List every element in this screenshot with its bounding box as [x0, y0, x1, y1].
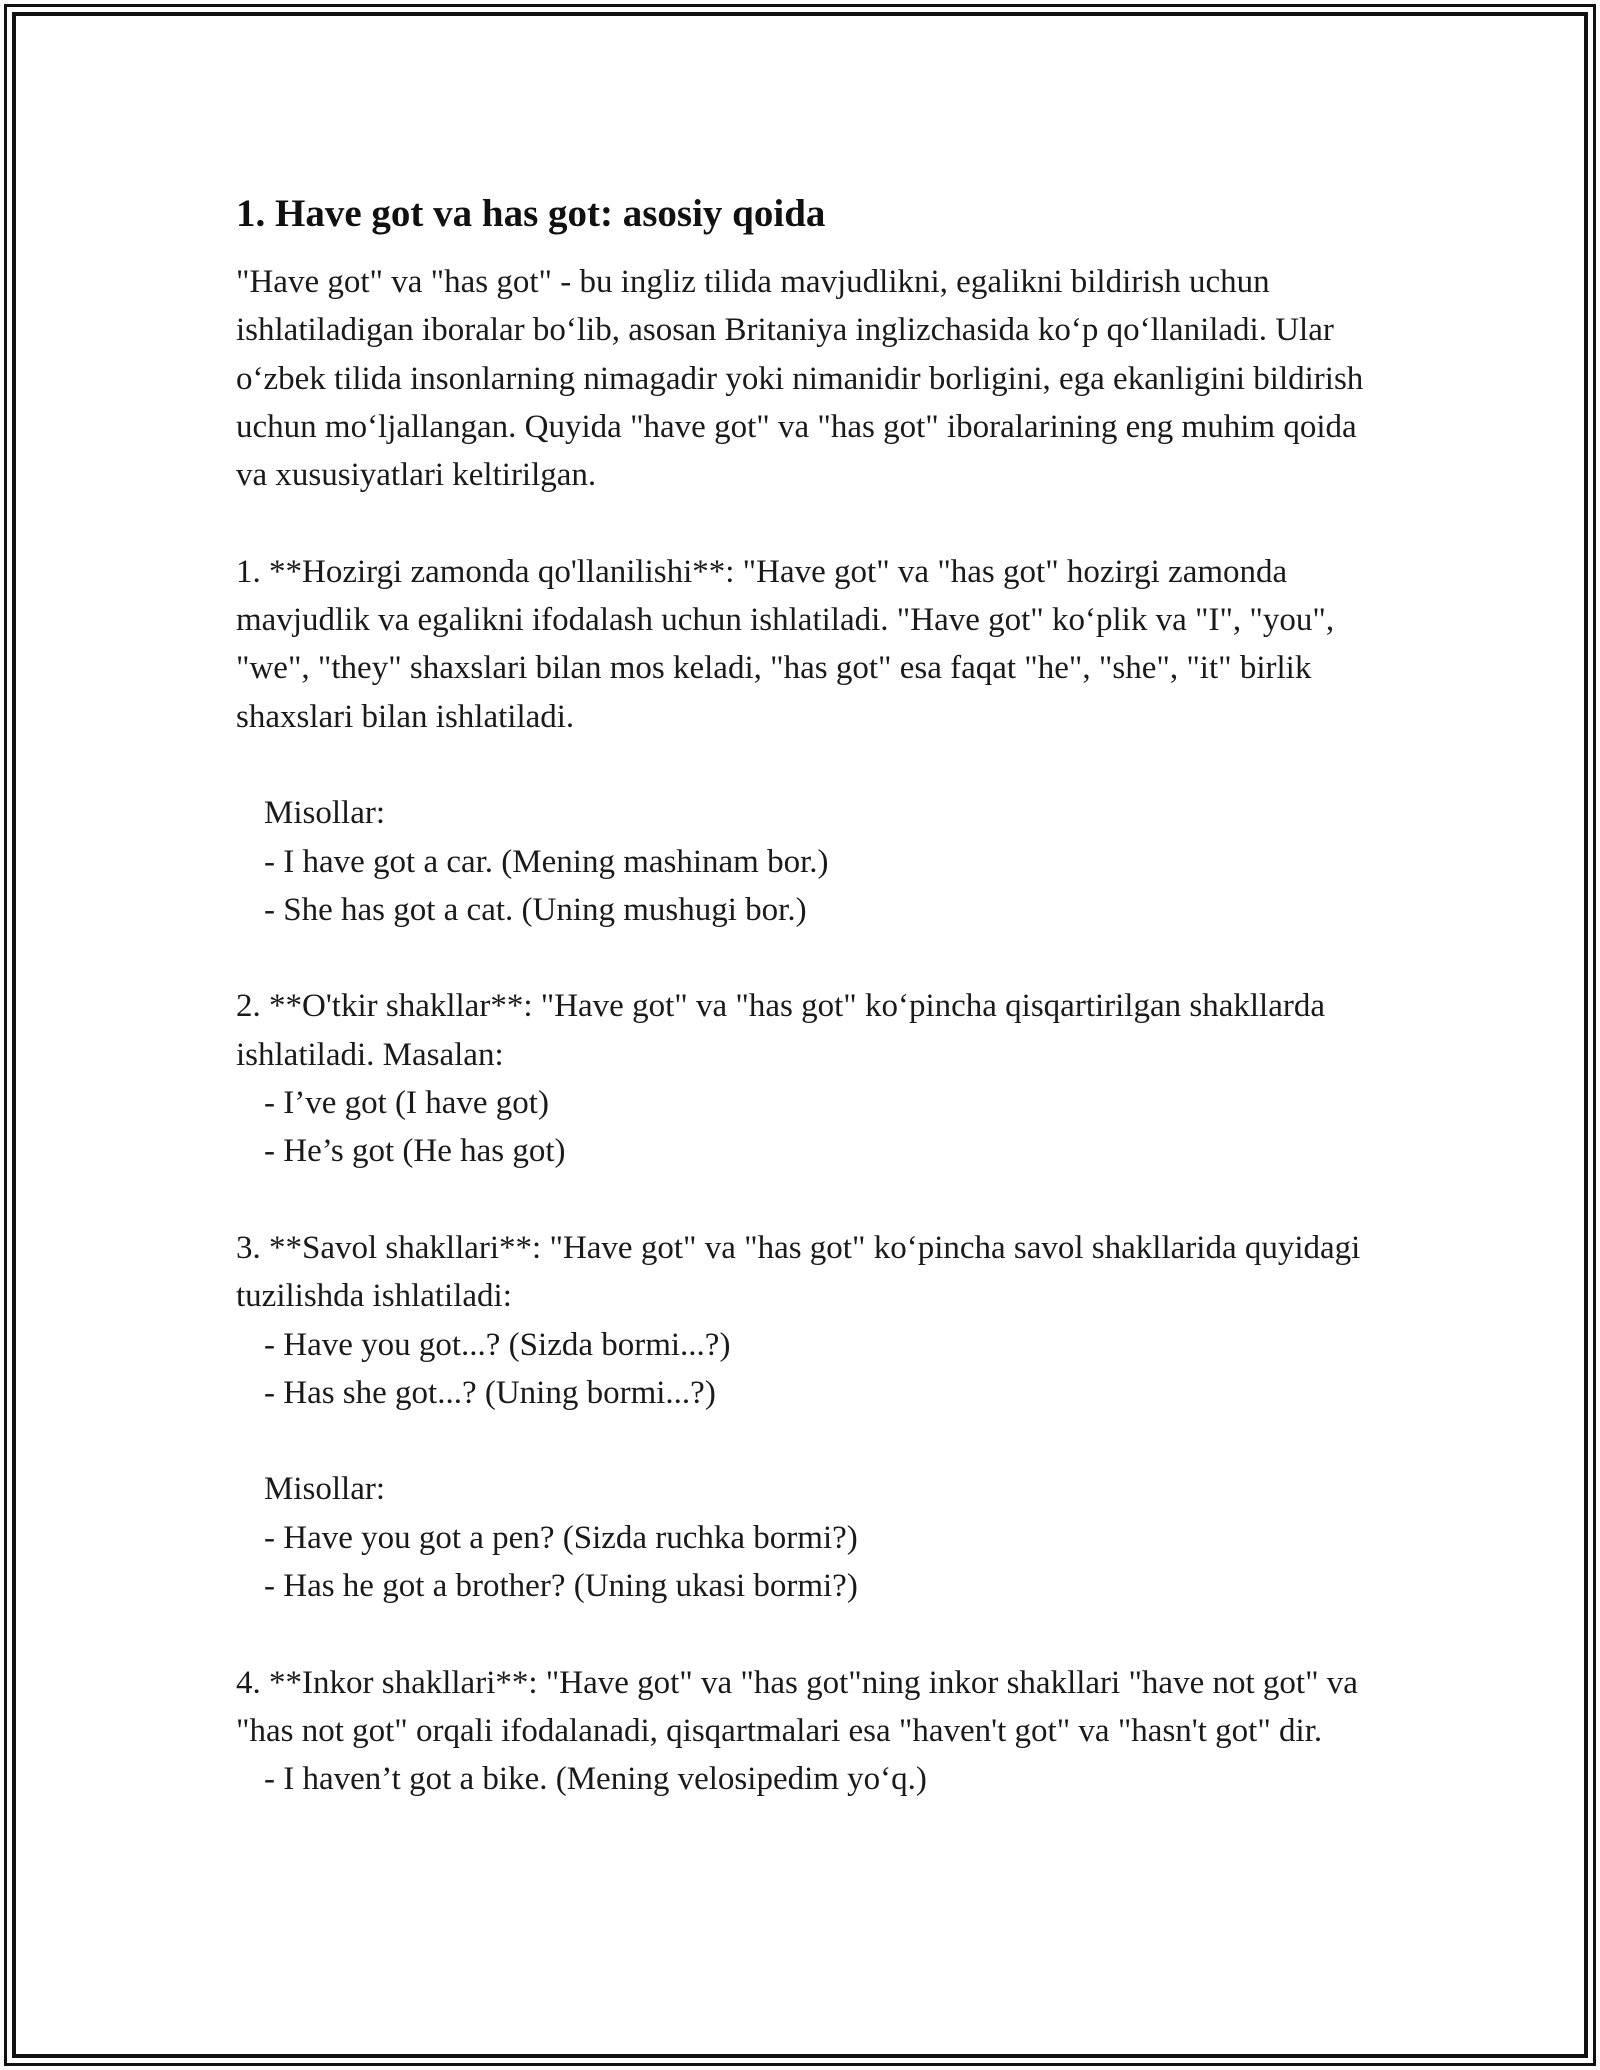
rule-4-paragraph: 4. **Inkor shakllari**: "Have got" va "has got"ning inkor shakllari "have not got" va "has not got" orqali ifodalanadi, qisqartmalari esa "haven't got" va "hasn't got" dir.: [236, 1664, 1358, 1749]
rule-3-example-1: - Have you got a pen? (Sizda ruchka bormi?): [264, 1519, 858, 1556]
document-title: 1. Have got va has got: asosiy qoida: [236, 192, 826, 235]
rule-3-item-2: - Has she got...? (Uning bormi...?): [264, 1374, 716, 1411]
rule-2-item-1: - I’ve got (I have got): [264, 1085, 549, 1122]
rule-3-example-2: - Has he got a brother? (Uning ukasi bormi?): [264, 1568, 858, 1605]
document-content: [236, 186, 1396, 1804]
rule-3-item-1: - Have you got...? (Sizda bormi...?): [264, 1326, 731, 1363]
intro-paragraph: "Have got" va "has got" - bu ingliz tilida mavjudlikni, egalikni bildirish uchun ishlatiladigan iboralar bo‘lib, asosan Britaniya inglizchasida ko‘p qo‘llaniladi. Ular o‘zbek tilida insonlarning nimagadir yoki nimanidir borligini, ega ekanligini bildirish uchun mo‘ljallangan. Quyida "have got" va "has got" iboralarining eng muhim qoida va xususiyatlari keltirilgan.: [236, 264, 1364, 494]
rule-2-item-2: - He’s got (He has got): [264, 1133, 566, 1170]
rule-2-paragraph: 2. **O'tkir shakllar**: "Have got" va "has got" ko‘pincha qisqartirilgan shakllarda ishlatiladi. Masalan:: [236, 988, 1325, 1073]
rule-1-examples-label: Misollar:: [264, 795, 385, 832]
rule-1-example-1: - I have got a car. (Mening mashinam bor.): [264, 843, 829, 880]
rule-4-item-1: - I haven’t got a bike. (Mening velosipedim yo‘q.): [264, 1761, 927, 1798]
rule-1-paragraph: 1. **Hozirgi zamonda qo'llanilishi**: "Have got" va "has got" hozirgi zamonda mavjudlik va egalikni ifodalash uchun ishlatiladi. "Have got" ko‘plik va "I", "you", "we", "they" shaxslari bilan mos keladi, "has got" esa faqat "he", "she", "it" birlik shaxslari bilan ishlatiladi.: [236, 553, 1335, 735]
rule-3-examples-label: Misollar:: [264, 1471, 385, 1508]
rule-3-paragraph: 3. **Savol shakllari**: "Have got" va "has got" ko‘pincha savol shakllarida quyidagi tuzilishda ishlatiladi:: [236, 1229, 1361, 1315]
rule-1-example-2: - She has got a cat. (Uning mushugi bor.): [264, 891, 807, 928]
